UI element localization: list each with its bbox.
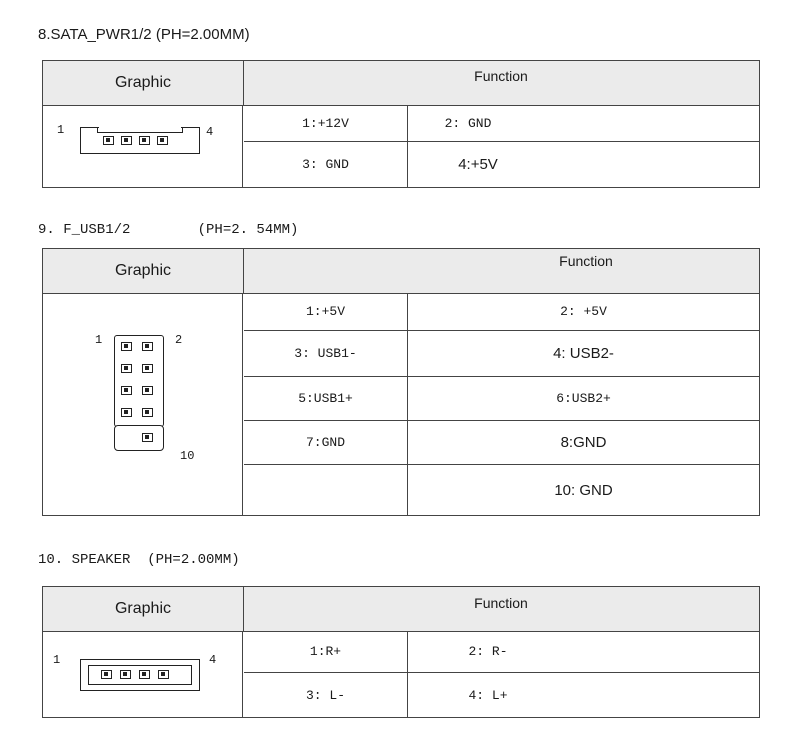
pin-label-second: 2 [175, 333, 183, 347]
graphic-cell [43, 293, 243, 515]
function-cell: 3: USB1- [244, 331, 407, 377]
function-cell: 3: L- [305, 687, 345, 703]
graphic-header: Graphic [43, 61, 244, 105]
pin-label-last: 4 [209, 653, 217, 667]
function-cell: 2: GND [408, 105, 528, 142]
table-header [43, 249, 759, 294]
function-cell: 6:USB2+ [408, 377, 759, 421]
function-cell: 5:USB1+ [244, 377, 407, 421]
function-cell: 4: USB2- [408, 331, 759, 377]
f-usb-table [42, 248, 760, 516]
graphic-header: Graphic [43, 249, 244, 293]
function-cell: 2: R- [408, 631, 568, 673]
section-title-f-usb: 9. F_USB1/2 (PH=2. 54MM) [38, 222, 299, 238]
pin-label-first: 1 [95, 333, 103, 347]
graphic-cell [43, 105, 243, 187]
function-cell: 3: GND [302, 157, 349, 172]
function-header: Function [474, 68, 528, 84]
function-cell: 4: L+ [468, 687, 508, 703]
graphic-header: Graphic [43, 587, 244, 631]
function-cell: 1:+12V [244, 105, 407, 142]
function-cell: 1:+5V [244, 293, 407, 331]
function-header: Function [559, 253, 613, 269]
speaker-connector-icon [80, 659, 200, 691]
function-cell: 10: GND [554, 481, 613, 499]
function-cell: 4:+5V [458, 156, 498, 173]
graphic-cell [43, 631, 243, 717]
section-title-sata-pwr: 8.SATA_PWR1/2 (PH=2.00MM) [38, 26, 250, 43]
table-header [43, 61, 759, 106]
section-title-speaker: 10. SPEAKER (PH=2.00MM) [38, 552, 240, 568]
function-cell: 2: +5V [408, 293, 759, 331]
pin-label-last: 10 [180, 449, 195, 463]
table-header [43, 587, 759, 632]
pin-label-first: 1 [53, 653, 61, 667]
pin-label-first: 1 [57, 123, 65, 137]
pin-label-last: 4 [206, 125, 214, 139]
function-cell [244, 465, 407, 515]
function-cell: 8:GND [408, 421, 759, 465]
sata-pwr-table [42, 60, 760, 188]
function-header: Function [474, 595, 528, 611]
speaker-table [42, 586, 760, 718]
function-cell: 1:R+ [244, 631, 407, 673]
function-cell: 7:GND [244, 421, 407, 465]
sata-connector-icon [80, 127, 200, 154]
usb-header-icon [114, 335, 164, 451]
